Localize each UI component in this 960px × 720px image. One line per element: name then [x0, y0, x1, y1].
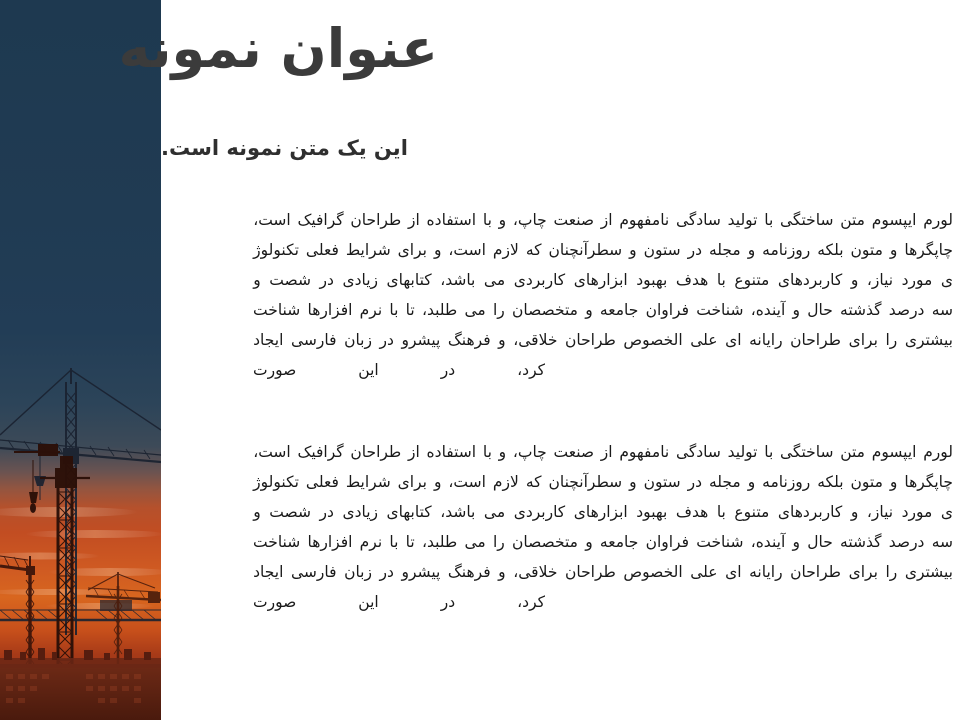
paragraph-line: بیشتری را برای طراحان رایانه ای علی الخصوص طراحان خلاقی، و فرهنگ پیشرو در زبان فارسی ایجاد — [253, 563, 953, 581]
paragraph-text — [253, 205, 953, 385]
paragraph-line: سه درصد گذشته حال و آینده، شناخت فراوان جامعه و متخصصان را می طلبد، تا با نرم افزارها شناخت — [253, 301, 953, 319]
paragraph-line: لورم ایپسوم متن ساختگی با تولید سادگی نامفهوم از صنعت چاپ، و با استفاده از طراحان گرافیک است، — [253, 211, 953, 229]
paragraph-line-last: کرد، در این صورت — [253, 361, 545, 379]
paragraph-text — [253, 437, 953, 617]
paragraph-line: ی مورد نیاز، و کاربردهای متنوع با هدف بهبود ابزارهای کاربردی می باشد، کتابهای زیادی در شصت و — [253, 271, 953, 289]
page-title-wrapper — [118, 17, 438, 80]
page-title: عنوان نمونه — [118, 17, 438, 80]
paragraph-line-last: کرد، در این صورت — [253, 593, 545, 611]
paragraph-line: چاپگرها و متون بلکه روزنامه و مجله در ستون و سطرآنچنان که لازم است، و برای شرایط فعلی تکنولوژ — [253, 241, 953, 259]
slide-subtitle: این یک متن نمونه است. — [161, 136, 408, 160]
body-paragraph-1 — [253, 205, 953, 385]
body-paragraph-2 — [253, 437, 953, 617]
paragraph-line: سه درصد گذشته حال و آینده، شناخت فراوان جامعه و متخصصان را می طلبد، تا با نرم افزارها شناخت — [253, 533, 953, 551]
construction-sunset-image — [0, 0, 161, 720]
slide-content — [118, 0, 960, 720]
building-silhouettes — [0, 648, 161, 720]
paragraph-line: ی مورد نیاز، و کاربردهای متنوع با هدف بهبود ابزارهای کاربردی می باشد، کتابهای زیادی در شصت و — [253, 503, 953, 521]
slide-subtitle-wrapper — [161, 136, 871, 160]
paragraph-line: لورم ایپسوم متن ساختگی با تولید سادگی نامفهوم از صنعت چاپ، و با استفاده از طراحان گرافیک است، — [253, 443, 953, 461]
paragraph-line: چاپگرها و متون بلکه روزنامه و مجله در ستون و سطرآنچنان که لازم است، و برای شرایط فعلی تکنولوژ — [253, 473, 953, 491]
paragraph-line: بیشتری را برای طراحان رایانه ای علی الخصوص طراحان خلاقی، و فرهنگ پیشرو در زبان فارسی ایجاد — [253, 331, 953, 349]
